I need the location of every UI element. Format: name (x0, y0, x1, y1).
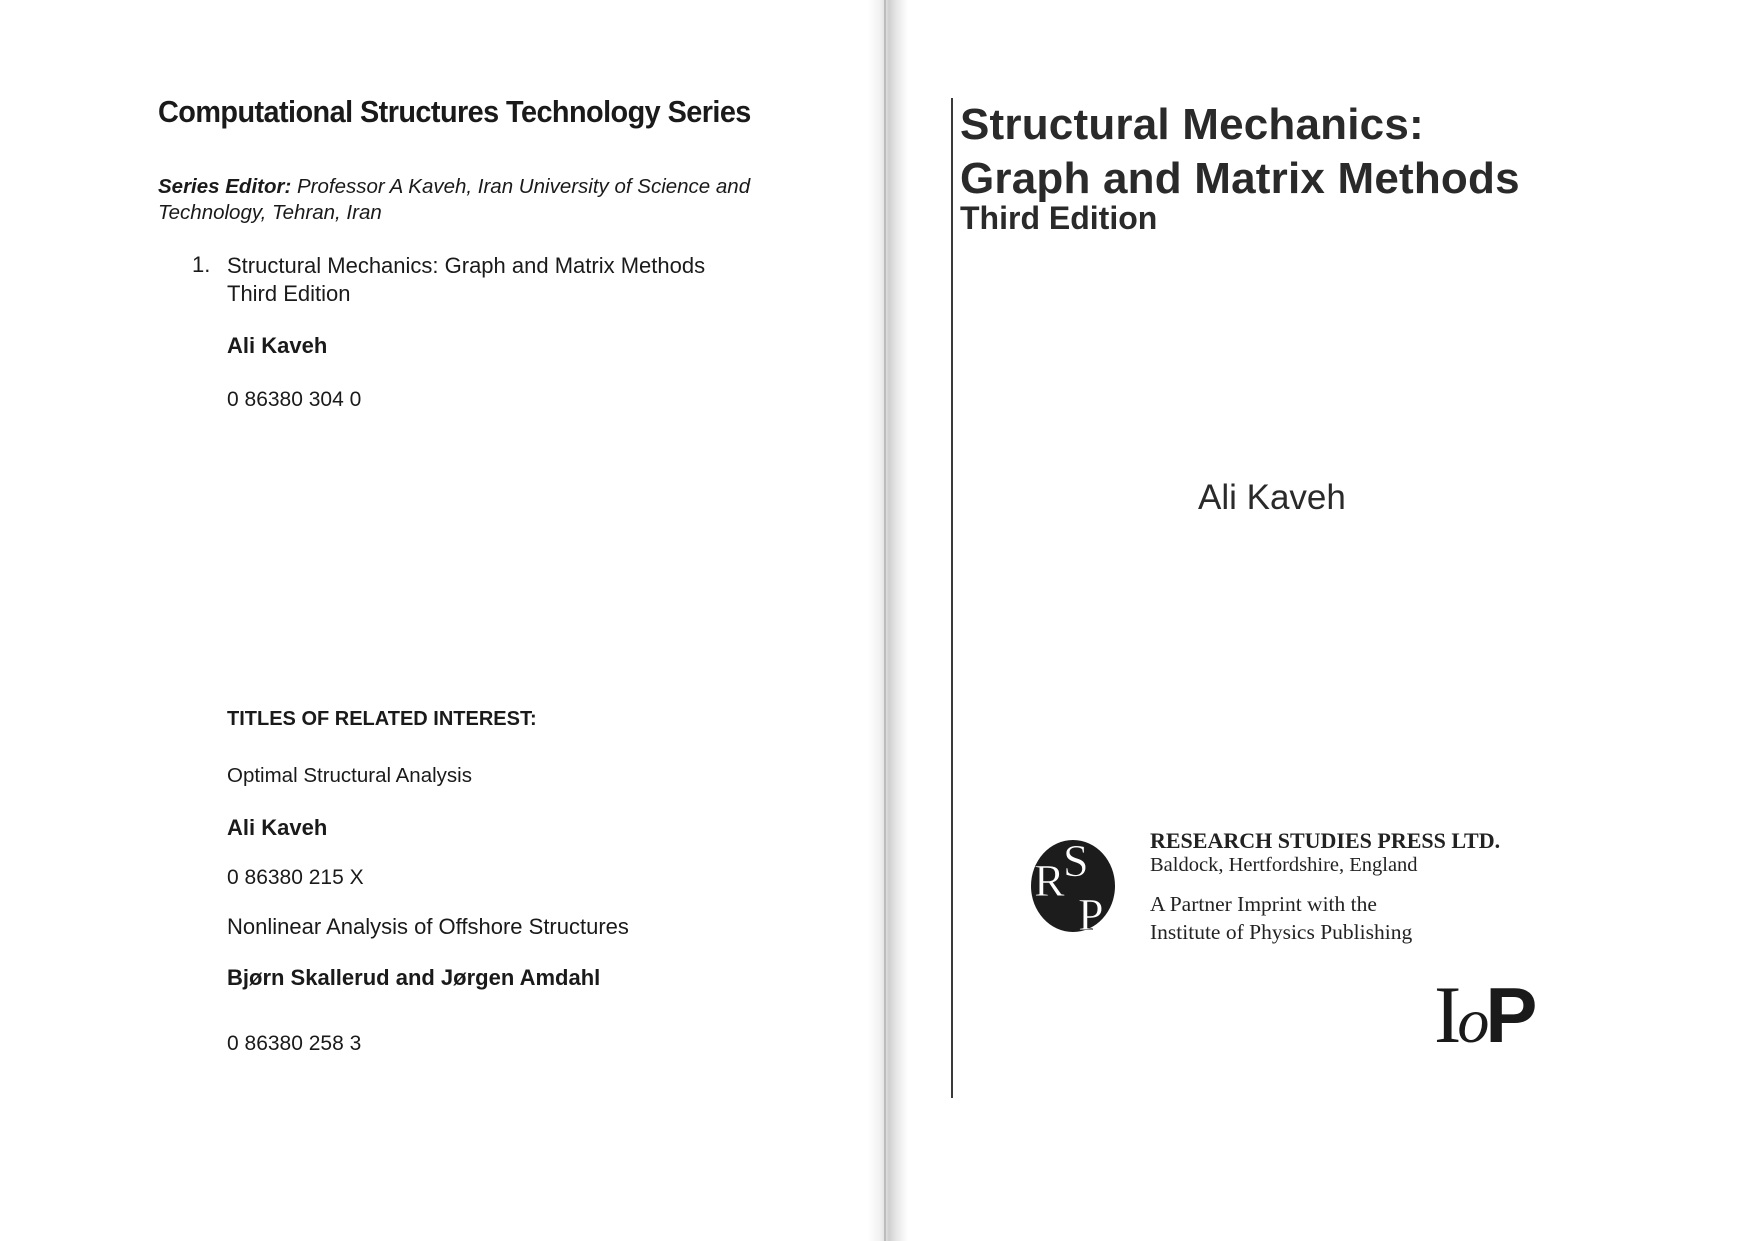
partner-line2: Institute of Physics Publishing (1150, 920, 1413, 944)
rsp-logo (1030, 832, 1116, 940)
series-item-title-line2: Third Edition (227, 281, 351, 306)
book-title-line2: Graph and Matrix Methods (960, 154, 1520, 203)
series-title: Computational Structures Technology Series (158, 94, 751, 129)
series-editor (158, 174, 798, 226)
book-title (960, 98, 1520, 206)
series-item-title (227, 252, 787, 308)
partner-line1: A Partner Imprint with the (1150, 892, 1377, 916)
related-author-2: Bjørn Skallerud and Jørgen Amdahl (227, 965, 601, 990)
related-isbn-2: 0 86380 258 3 (227, 1032, 362, 1055)
left-page (0, 0, 870, 1241)
publisher-name: RESEARCH STUDIES PRESS LTD. (1150, 828, 1501, 853)
related-title-1: Optimal Structural Analysis (227, 764, 472, 787)
book-edition: Third Edition (960, 200, 1158, 236)
related-isbn-1: 0 86380 215 X (227, 866, 364, 889)
iop-logo: IoP (1434, 969, 1534, 1060)
rsp-logo-r: R (1034, 855, 1065, 906)
publisher-partner (1150, 890, 1490, 946)
related-title-2: Nonlinear Analysis of Offshore Structures (227, 914, 629, 939)
series-item-title-line1: Structural Mechanics: Graph and Matrix Methods (227, 253, 706, 278)
related-author-1: Ali Kaveh (227, 815, 328, 840)
publisher-location: Baldock, Hertfordshire, England (1150, 854, 1418, 876)
related-heading: TITLES OF RELATED INTEREST: (227, 708, 537, 730)
series-item-number: 1. (192, 252, 211, 277)
gutter-line (884, 0, 886, 1241)
book-author: Ali Kaveh (1198, 478, 1346, 517)
book-gutter (868, 0, 908, 1241)
series-item-author: Ali Kaveh (227, 333, 328, 358)
series-editor-text: Professor A Kaveh, Iran University of Science and Technology, Tehran, Iran (158, 175, 751, 224)
series-item-isbn: 0 86380 304 0 (227, 388, 362, 411)
series-editor-label: Series Editor: (158, 175, 292, 198)
book-title-line1: Structural Mechanics: (960, 100, 1424, 149)
rsp-logo-p: P (1078, 889, 1104, 940)
rsp-logo-s: S (1063, 835, 1089, 886)
title-page-rule (951, 98, 953, 1098)
